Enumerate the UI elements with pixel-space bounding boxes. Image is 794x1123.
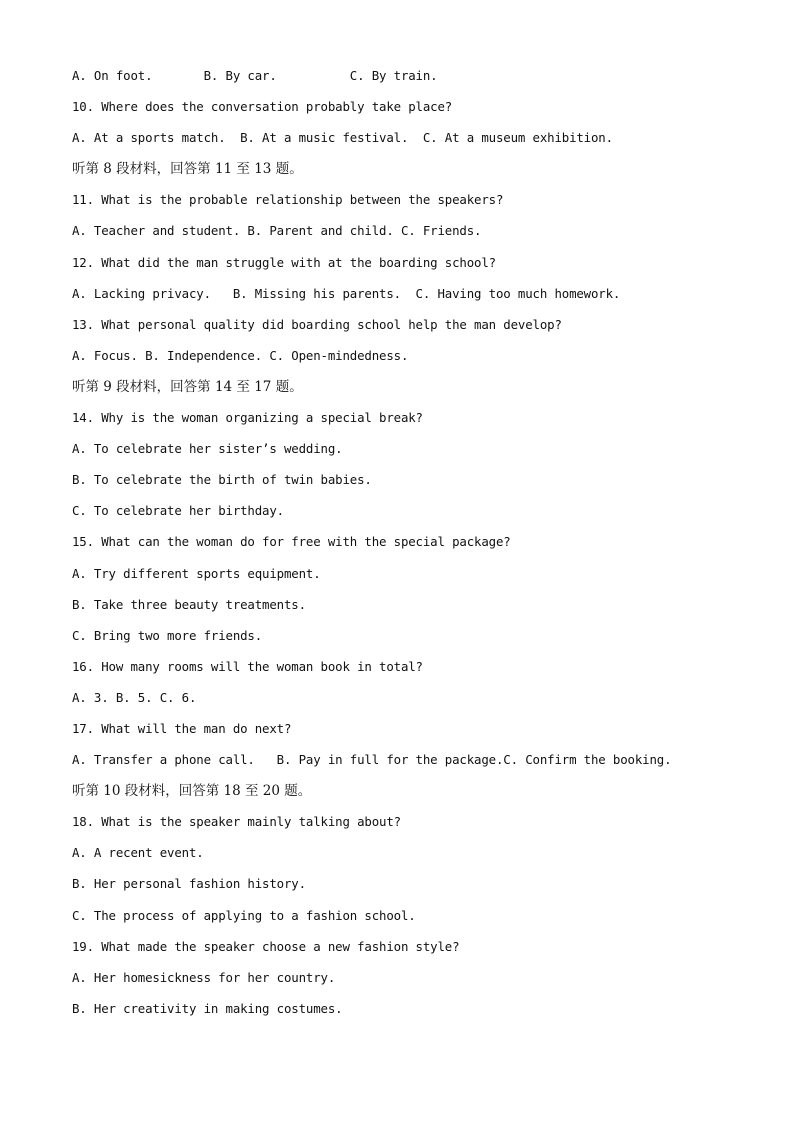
question-text: 15. What can the woman do for free with the special package?	[72, 534, 511, 550]
answer-option-line: A. At a sports match. B. At a music festival. C. At a museum exhibition.	[72, 130, 613, 146]
question-text: 11. What is the probable relationship between the speakers?	[72, 192, 504, 208]
question-text: 12. What did the man struggle with at the boarding school?	[72, 254, 496, 270]
answer-option-line: B. Her creativity in making costumes.	[72, 1000, 343, 1016]
section-heading: 听第 9 段材料，回答第 14 至 17 题。	[72, 378, 303, 395]
answer-option-line: B. To celebrate the birth of twin babies.	[72, 472, 372, 488]
question-text: 17. What will the man do next?	[72, 720, 292, 736]
answer-option-line: A. Transfer a phone call. B. Pay in full for the package.C. Confirm the booking.	[72, 752, 672, 768]
answer-option-line: A. To celebrate her sister’s wedding.	[72, 441, 343, 457]
answer-option-line: C. Bring two more friends.	[72, 627, 263, 643]
answer-option-line: A. Teacher and student. B. Parent and child. C. Friends.	[72, 223, 482, 239]
question-text: 18. What is the speaker mainly talking about?	[72, 814, 401, 830]
question-text: 10. Where does the conversation probably take place?	[72, 99, 453, 115]
answer-option-line: A. On foot. B. By car. C. By train.	[72, 68, 438, 83]
answer-option-line: C. To celebrate her birthday.	[72, 503, 284, 519]
exam-page	[72, 66, 752, 1030]
answer-option-line: B. Her personal fashion history.	[72, 876, 306, 892]
question-text: 14. Why is the woman organizing a special break?	[72, 410, 423, 426]
question-text: 16. How many rooms will the woman book in total?	[72, 658, 423, 674]
answer-option-line: A. Focus. B. Independence. C. Open-mindedness.	[72, 347, 409, 363]
section-heading: 听第 10 段材料，回答第 18 至 20 题。	[72, 783, 312, 800]
answer-option-line: A. Lacking privacy. B. Missing his parents. C. Having too much homework.	[72, 285, 621, 301]
answer-option-line: A. A recent event.	[72, 845, 204, 861]
answer-option-line: A. 3. B. 5. C. 6.	[72, 689, 197, 705]
answer-option-line: A. Her homesickness for her country.	[72, 969, 336, 985]
answer-option-line: B. Take three beauty treatments.	[72, 596, 306, 612]
answer-option-line: A. Try different sports equipment.	[72, 565, 321, 581]
question-text: 19. What made the speaker choose a new fashion style?	[72, 938, 460, 954]
answer-option-line: C. The process of applying to a fashion school.	[72, 907, 416, 923]
question-text: 13. What personal quality did boarding school help the man develop?	[72, 316, 562, 332]
section-heading: 听第 8 段材料，回答第 11 至 13 题。	[72, 161, 303, 178]
